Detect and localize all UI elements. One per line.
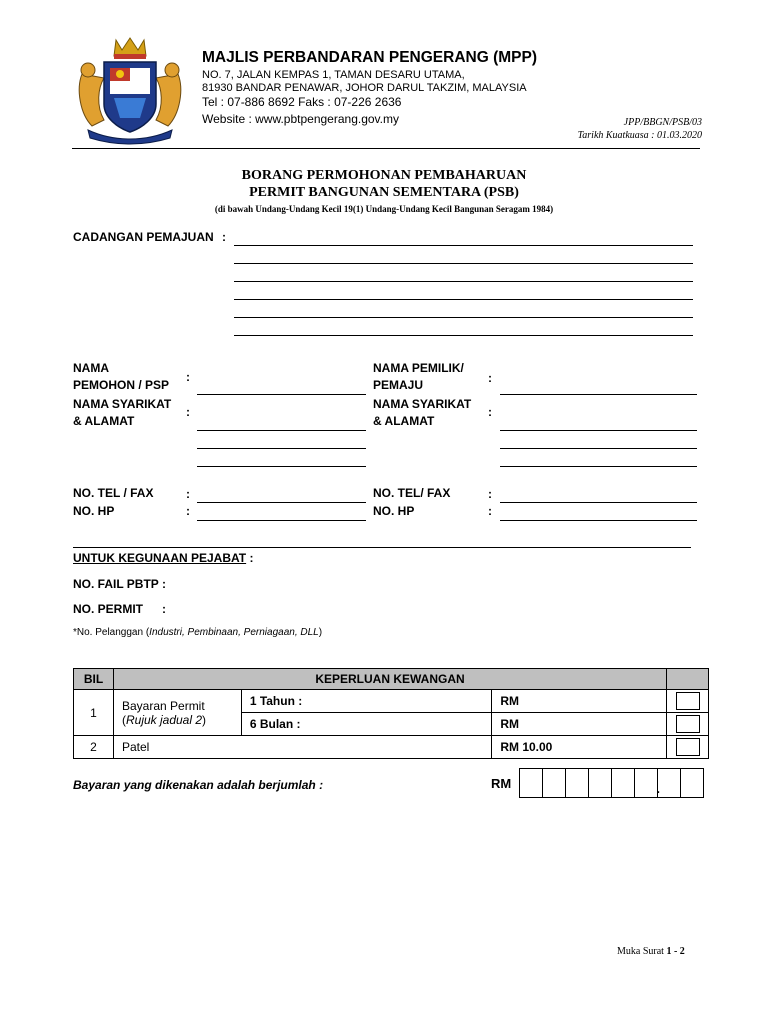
row1-opt1-check <box>667 690 709 713</box>
row1-item-note <box>122 713 233 727</box>
syarikat-left-input-1[interactable] <box>197 430 366 431</box>
row2-check <box>667 736 709 759</box>
total-rm-label: RM <box>491 776 512 791</box>
syarikat-left-label-2: & ALAMAT <box>73 414 135 428</box>
syarikat-right-label-2: & ALAMAT <box>373 414 435 428</box>
nama-pemohon-colon: : <box>186 370 190 384</box>
financial-requirements-table <box>73 668 709 759</box>
address-line-2: 81930 BANDAR PENAWAR, JOHOR DARUL TAKZIM, MALAYSIA <box>202 82 527 94</box>
syarikat-left-input-3[interactable] <box>197 466 366 467</box>
tel-left-label: NO. TEL / FAX <box>73 486 154 500</box>
row1-opt1-label: 1 Tahun : <box>241 690 492 713</box>
decimal-point: . <box>656 782 660 796</box>
org-name: MAJLIS PERBANDARAN PENGERANG (MPP) <box>202 49 537 66</box>
cadangan-input-line-2[interactable] <box>234 263 693 264</box>
syarikat-left-label-1: NAMA SYARIKAT <box>73 397 172 411</box>
cadangan-pemajuan-label: CADANGAN PEMAJUAN <box>73 230 214 244</box>
row1-opt2-checkbox[interactable] <box>676 715 700 733</box>
page-number <box>617 946 685 957</box>
cadangan-input-line-1[interactable] <box>234 245 693 246</box>
amount-digit-box[interactable] <box>658 769 681 797</box>
hp-left-input[interactable] <box>197 520 366 521</box>
form-subtitle: (di bawah Undang-Undang Kecil 19(1) Undang-Undang Kecil Bangunan Seragam 1984) <box>214 204 554 214</box>
row2-bil: 2 <box>74 736 114 759</box>
syarikat-right-label-1: NAMA SYARIKAT <box>373 397 472 411</box>
hp-right-input[interactable] <box>500 520 697 521</box>
row2-checkbox[interactable] <box>676 738 700 756</box>
syarikat-right-input-2[interactable] <box>500 448 697 449</box>
syarikat-right-colon: : <box>488 405 492 419</box>
amount-digit-box[interactable] <box>520 769 543 797</box>
cadangan-input-line-3[interactable] <box>234 281 693 282</box>
syarikat-left-input-2[interactable] <box>197 448 366 449</box>
nama-pemohon-input[interactable] <box>197 394 366 395</box>
tel-fax: Tel : 07-886 8692 Faks : 07-226 2636 <box>202 95 402 109</box>
total-label: Bayaran yang dikenakan adalah berjumlah : <box>73 778 324 792</box>
tel-right-label: NO. TEL/ FAX <box>373 486 451 500</box>
no-permit-colon: : <box>162 602 166 616</box>
col-keperluan-header: KEPERLUAN KEWANGAN <box>113 669 666 690</box>
table-row <box>74 690 709 713</box>
row1-note-italic: Rujuk jadual 2 <box>125 712 203 727</box>
nama-pemohon-label-2: PEMOHON / PSP <box>73 378 170 392</box>
syarikat-left-colon: : <box>186 405 190 419</box>
form-title-line-1: BORANG PERMOHONAN PEMBAHARUAN <box>241 168 527 183</box>
row2-item: Patel <box>113 736 491 759</box>
council-crest-logo <box>74 34 186 146</box>
cadangan-input-line-6[interactable] <box>234 335 693 336</box>
no-permit-label: NO. PERMIT <box>73 602 144 616</box>
office-use-heading-colon: : <box>246 551 254 565</box>
customer-note-italic: Industri, Pembinaan, Perniagaan, DLL <box>149 627 319 638</box>
cadangan-input-line-4[interactable] <box>234 299 693 300</box>
office-use-heading <box>73 550 253 567</box>
nama-pemilik-colon: : <box>488 371 492 385</box>
syarikat-right-input-1[interactable] <box>500 430 697 431</box>
total-amount-grid[interactable] <box>519 768 704 798</box>
row1-bil: 1 <box>74 690 114 736</box>
cadangan-input-line-5[interactable] <box>234 317 693 318</box>
tel-right-input[interactable] <box>500 502 697 503</box>
tel-right-colon: : <box>488 487 492 501</box>
form-title-line-2: PERMIT BANGUNAN SEMENTARA (PSB) <box>249 185 519 200</box>
page-number-value: 1 - 2 <box>666 946 685 957</box>
amount-digit-box[interactable] <box>589 769 612 797</box>
col-check-header <box>667 669 709 690</box>
amount-digit-box[interactable] <box>681 769 703 797</box>
nama-pemilik-label-2: PEMAJU <box>373 378 424 392</box>
address-line-1: NO. 7, JALAN KEMPAS 1, TAMAN DESARU UTAMA, <box>202 69 465 81</box>
tel-left-colon: : <box>186 487 190 501</box>
customer-note <box>73 627 322 638</box>
reference-code: JPP/BBGN/PSB/03 <box>623 117 702 128</box>
no-fail-pbtp-label: NO. FAIL PBTP <box>73 577 159 591</box>
amount-digit-box[interactable] <box>635 769 658 797</box>
effective-date: Tarikh Kuatkuasa : 01.03.2020 <box>577 130 702 141</box>
no-fail-pbtp-colon: : <box>162 577 166 591</box>
office-use-heading-text: UNTUK KEGUNAAN PEJABAT <box>73 551 247 565</box>
syarikat-right-input-3[interactable] <box>500 466 697 467</box>
customer-note-prefix: *No. Pelanggan ( <box>73 627 150 638</box>
col-bil-header: BIL <box>74 669 114 690</box>
amount-digit-box[interactable] <box>612 769 635 797</box>
tel-left-input[interactable] <box>197 502 366 503</box>
nama-pemilik-input[interactable] <box>500 394 697 395</box>
row1-opt2-rm: RM <box>492 713 667 736</box>
website: Website : www.pbtpengerang.gov.my <box>202 112 399 126</box>
section-divider <box>73 547 691 548</box>
amount-digit-box[interactable] <box>566 769 589 797</box>
row1-opt2-label: 6 Bulan : <box>241 713 492 736</box>
hp-left-colon: : <box>186 504 190 518</box>
row1-note-suffix: ) <box>202 712 207 727</box>
row1-opt2-check <box>667 713 709 736</box>
header-divider <box>72 148 700 149</box>
hp-right-label: NO. HP <box>373 504 415 518</box>
table-row <box>74 736 709 759</box>
hp-left-label: NO. HP <box>73 504 115 518</box>
hp-right-colon: : <box>488 504 492 518</box>
nama-pemohon-label-1: NAMA <box>73 361 109 375</box>
table-header-row <box>74 669 709 690</box>
page-number-prefix: Muka Surat <box>617 946 667 957</box>
customer-note-suffix: ) <box>318 627 323 638</box>
row1-opt1-rm: RM <box>492 690 667 713</box>
amount-digit-box[interactable] <box>543 769 566 797</box>
row1-item-label: Bayaran Permit <box>121 698 205 713</box>
row1-item <box>113 690 241 736</box>
cadangan-colon: : <box>222 230 226 244</box>
row1-note-prefix: ( <box>121 712 126 727</box>
nama-pemilik-label-1: NAMA PEMILIK/ <box>373 361 464 375</box>
row1-opt1-checkbox[interactable] <box>676 692 700 710</box>
row2-amount: RM 10.00 <box>492 736 667 759</box>
